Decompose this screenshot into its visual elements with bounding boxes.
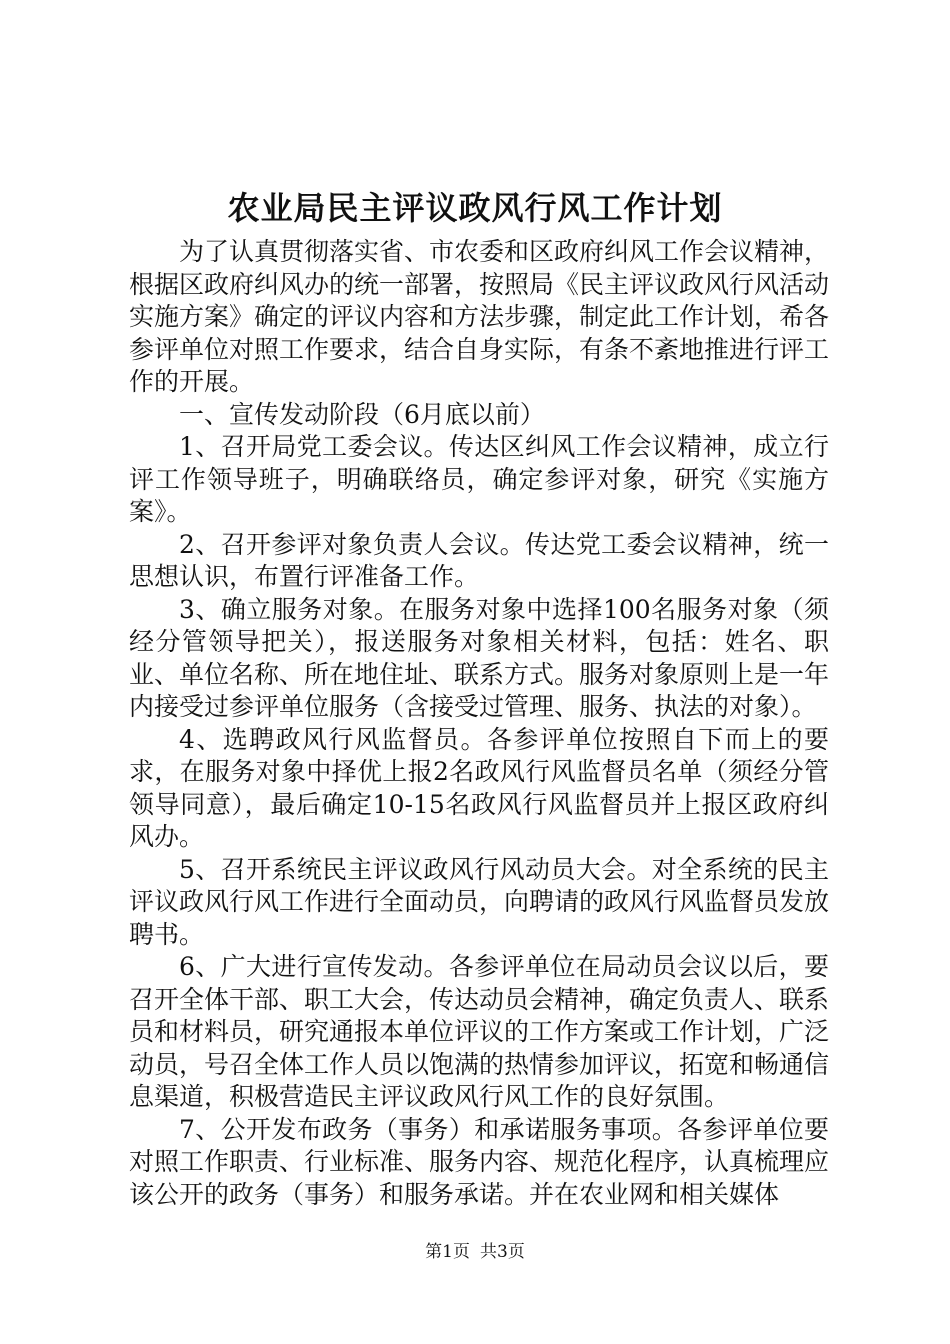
- page-number: 第1页: [425, 1242, 470, 1262]
- section-heading: 一、宣传发动阶段（6月底以前）: [179, 399, 545, 429]
- list-item: 3、确立服务对象。在服务对象中选择100名服务对象（须经分管领导把关），报送服务对象相关材料，包括：姓名、职业、单位名称、所在地住址、联系方式。服务对象原则上是一年内接受过参评单位服务（含接受过管理、服务、执法的对象）。: [129, 594, 830, 721]
- list-item: 6、广大进行宣传发动。各参评单位在局动员会议以后，要召开全体干部、职工大会，传达动员会精神，确定负责人、联系员和材料员，研究通报本单位评议的工作方案或工作计划，广泛动员，号召全体工作人员以饱满的热情参加评议，拓宽和畅通信息渠道，积极营造民主评议政风行风工作的良好氛围。: [129, 952, 830, 1111]
- intro-paragraph: 为了认真贯彻落实省、市农委和区政府纠风工作会议精神，根据区政府纠风办的统一部署，按照局《民主评议政风行风活动实施方案》确定的评议内容和方法步骤，制定此工作计划，希各参评单位对照工作要求，结合自身实际，有条不紊地推进行评工作的开展。: [129, 237, 830, 396]
- document-body: [129, 236, 829, 1211]
- document-title: 农业局民主评议政风行风工作计划: [227, 189, 723, 227]
- list-item: 2、召开参评对象负责人会议。传达党工委会议精神，统一思想认识，布置行评准备工作。: [129, 529, 829, 591]
- list-item: 1、召开局党工委会议。传达区纠风工作会议精神，成立行评工作领导班子，明确联络员，确定参评对象，研究《实施方案》。: [129, 432, 829, 526]
- page-total: 共3页: [480, 1242, 525, 1262]
- page-footer: [0, 1240, 950, 1264]
- list-item: 7、公开发布政务（事务）和承诺服务事项。各参评单位要对照工作职责、行业标准、服务内容、规范化程序，认真梳理应该公开的政务（事务）和服务承诺。并在农业网和相关媒体: [129, 1114, 830, 1209]
- list-item: 5、召开系统民主评议政风行风动员大会。对全系统的民主评议政风行风工作进行全面动员，向聘请的政风行风监督员发放聘书。: [129, 854, 830, 949]
- list-item: 4、选聘政风行风监督员。各参评单位按照自下而上的要求，在服务对象中择优上报2名政风行风监督员名单（须经分管领导同意），最后确定10-15名政风行风监督员并上报区政府纠风办。: [129, 724, 829, 851]
